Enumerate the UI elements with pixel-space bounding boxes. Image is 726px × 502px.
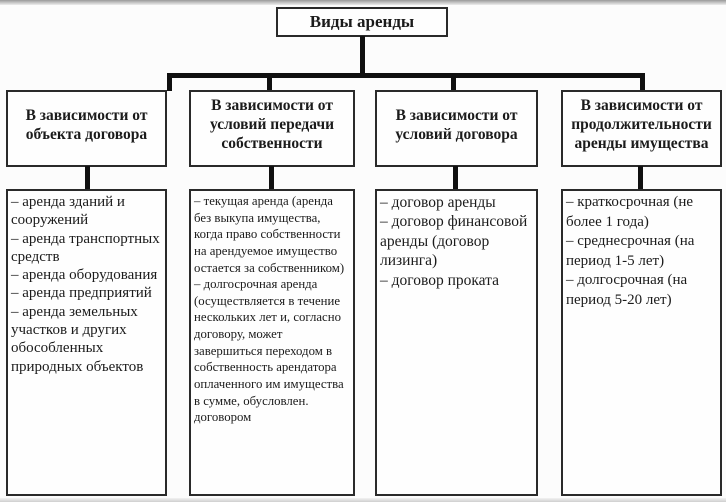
- connector-horizontal-bus: [167, 73, 645, 78]
- list-item: – договор проката: [380, 271, 499, 289]
- list-item: – аренда зданий и сооружений: [11, 194, 125, 229]
- list-item: – аренда предприятий: [11, 285, 152, 302]
- connector-stub-2: [269, 166, 274, 189]
- category-label: В зависимости от условий передачи собственности: [209, 97, 335, 153]
- screenshot-bottom-edge: [0, 498, 726, 502]
- category-box-ownership-transfer-terms: [189, 90, 355, 167]
- list-item: – среднесрочная (на период 1-5 лет): [566, 233, 695, 269]
- connector-drop-2: [267, 77, 272, 91]
- list-item: – договор аренды: [380, 194, 496, 211]
- connector-drop-3: [451, 77, 456, 91]
- category-box-lease-duration: [561, 90, 722, 167]
- list-item: – долгосрочная аренда (осуществляется в течение нескольких лет и, согласно договору, может завершиться переходом в собственность арендатора оплаченного им имущества в сумме, обусловлен. договором: [194, 277, 344, 425]
- root-node-box: [276, 7, 448, 37]
- items-box-lease-duration: [561, 189, 722, 496]
- list-item: – договор финансовой аренды (договор лизинга): [380, 213, 528, 270]
- list-item: – аренда земельных участков и других обособленных природных объектов: [11, 303, 144, 375]
- connector-stub-4: [638, 166, 643, 189]
- list-item: – аренда транспортных средств: [11, 230, 160, 265]
- diagram-title: Виды аренды: [309, 12, 415, 31]
- connector-stub-1: [85, 166, 90, 189]
- category-label: В зависимости от условий договора: [395, 107, 518, 144]
- category-label: В зависимости от продолжительности аренды имущества: [571, 97, 712, 153]
- screenshot-top-edge: [0, 0, 726, 5]
- items-box-object-of-contract: [6, 189, 167, 496]
- connector-stub-3: [453, 166, 458, 189]
- category-label: В зависимости от объекта договора: [25, 107, 148, 144]
- category-box-object-of-contract: [6, 90, 167, 167]
- category-box-contract-terms: [375, 90, 538, 167]
- list-item: – аренда оборудования: [11, 267, 158, 284]
- list-item: – долгосрочная (на период 5-20 лет): [566, 272, 688, 308]
- items-box-contract-terms: [375, 189, 538, 496]
- list-item: – краткосрочная (не более 1 года): [566, 194, 694, 230]
- connector-drop-1: [167, 73, 172, 91]
- connector-drop-4: [640, 73, 645, 90]
- connector-root-stem: [360, 36, 365, 74]
- list-item: – текущая аренда (аренда без выкупа имущества, когда право собственности на арендуемое имущество остается за собственником): [194, 194, 345, 275]
- items-box-ownership-transfer-terms: [189, 189, 355, 496]
